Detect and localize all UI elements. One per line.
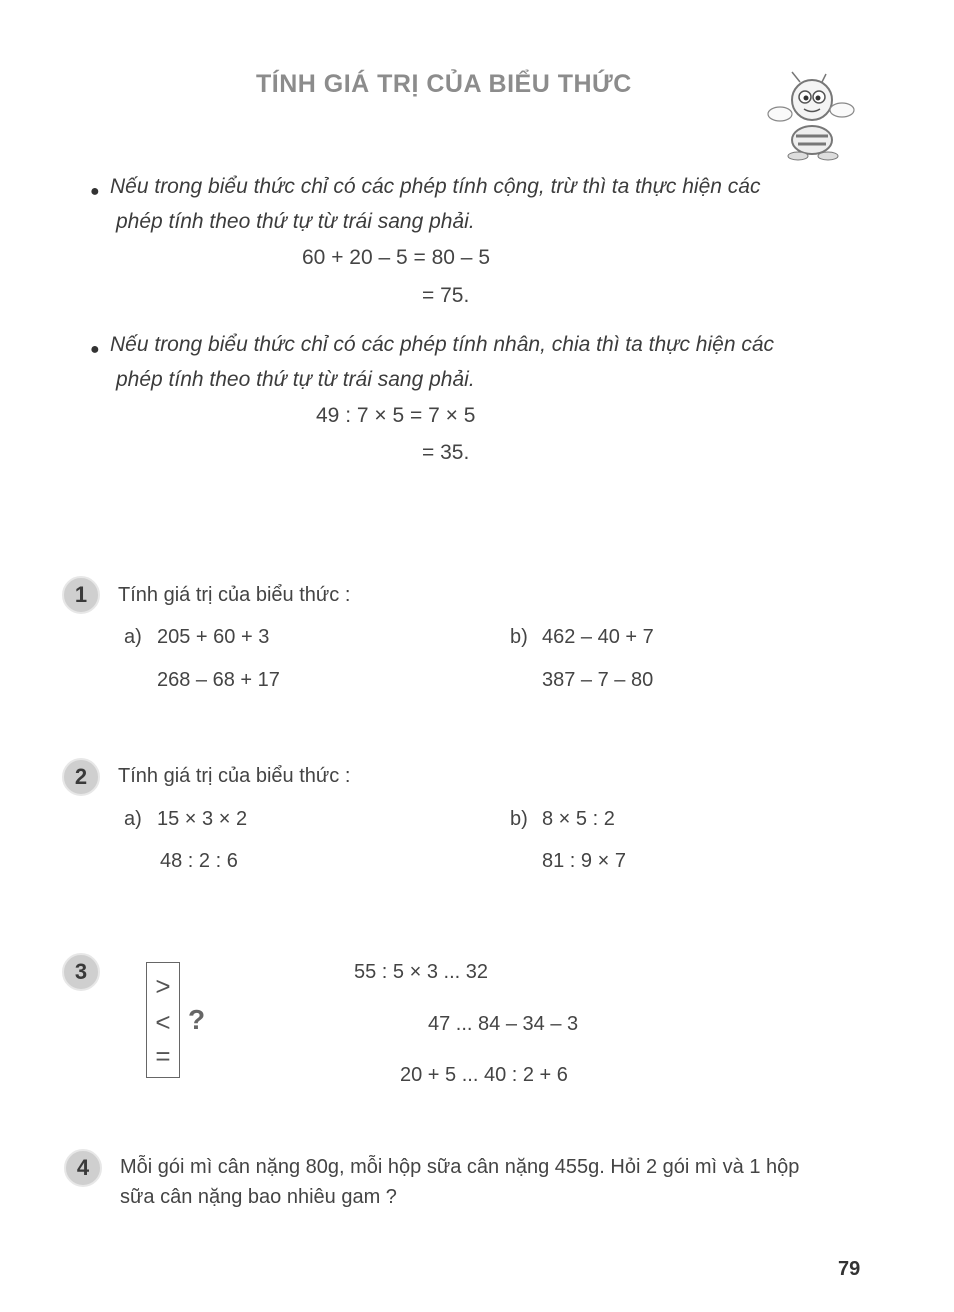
exercise-3-item-2: 47 ... 84 – 34 – 3 [428, 1013, 579, 1035]
page-number: 79 [838, 1258, 861, 1280]
question-mark: ? [188, 1004, 206, 1035]
exercise-1-a-label: a) [124, 626, 142, 648]
exercise-1-number: 1 [62, 576, 100, 614]
exercise-1-b-expr-2: 387 – 7 – 80 [542, 669, 654, 691]
exercise-2-a-label: a) [124, 808, 142, 830]
equals-symbol: = [155, 1041, 171, 1071]
rule-1-example-line-1: 60 + 20 – 5 = 80 – 5 [302, 246, 490, 269]
rule-1-line-2: phép tính theo thứ tự từ trái sang phải. [116, 210, 475, 233]
bullet-icon: ● [90, 341, 100, 358]
page-title: TÍNH GIÁ TRỊ CỦA BIỂU THỨC [256, 70, 632, 98]
rule-1-line-1: Nếu trong biểu thức chỉ có các phép tính cộng, trừ thì ta thực hiện các [110, 175, 761, 198]
exercise-2-number: 2 [62, 758, 100, 796]
exercise-1-b-expr-1: 462 – 40 + 7 [542, 626, 654, 648]
exercise-2-a-expr-1: 15 × 3 × 2 [157, 808, 248, 830]
rule-2-line-2: phép tính theo thứ tự từ trái sang phải. [116, 368, 475, 391]
comparison-symbol-box [146, 962, 180, 1078]
rule-1-example-line-2: = 75. [422, 284, 470, 307]
exercise-4-number: 4 [64, 1149, 102, 1187]
rule-2-example-line-2: = 35. [422, 441, 470, 464]
exercise-4-line-2: sữa cân nặng bao nhiêu gam ? [120, 1186, 397, 1208]
bullet-icon: ● [90, 183, 100, 200]
exercise-1-a-expr-1: 205 + 60 + 3 [157, 626, 270, 648]
rule-2-line-1: Nếu trong biểu thức chỉ có các phép tính nhân, chia thì ta thực hiện các [110, 333, 775, 356]
less-than-symbol: < [155, 1007, 171, 1037]
rule-2-example-line-1: 49 : 7 × 5 = 7 × 5 [316, 404, 476, 427]
exercise-3-item-3: 20 + 5 ... 40 : 2 + 6 [400, 1064, 568, 1086]
exercise-1-b-label: b) [510, 626, 528, 648]
exercise-2-b-expr-1: 8 × 5 : 2 [542, 808, 615, 830]
exercise-2-b-label: b) [510, 808, 528, 830]
exercise-2-b-expr-2: 81 : 9 × 7 [542, 850, 626, 872]
exercise-3-number: 3 [62, 953, 100, 991]
greater-than-symbol: > [155, 971, 171, 1001]
exercise-1-prompt: Tính giá trị của biểu thức : [118, 584, 351, 606]
exercise-3-item-1: 55 : 5 × 3 ... 32 [354, 961, 488, 983]
exercise-2-prompt: Tính giá trị của biểu thức : [118, 765, 351, 787]
bee-mascot-icon [760, 70, 860, 162]
exercise-4-line-1: Mỗi gói mì cân nặng 80g, mỗi hộp sữa cân nặng 455g. Hỏi 2 gói mì và 1 hộp [120, 1156, 800, 1178]
exercise-2-a-expr-2: 48 : 2 : 6 [160, 850, 238, 872]
exercise-1-a-expr-2: 268 – 68 + 17 [157, 669, 280, 691]
